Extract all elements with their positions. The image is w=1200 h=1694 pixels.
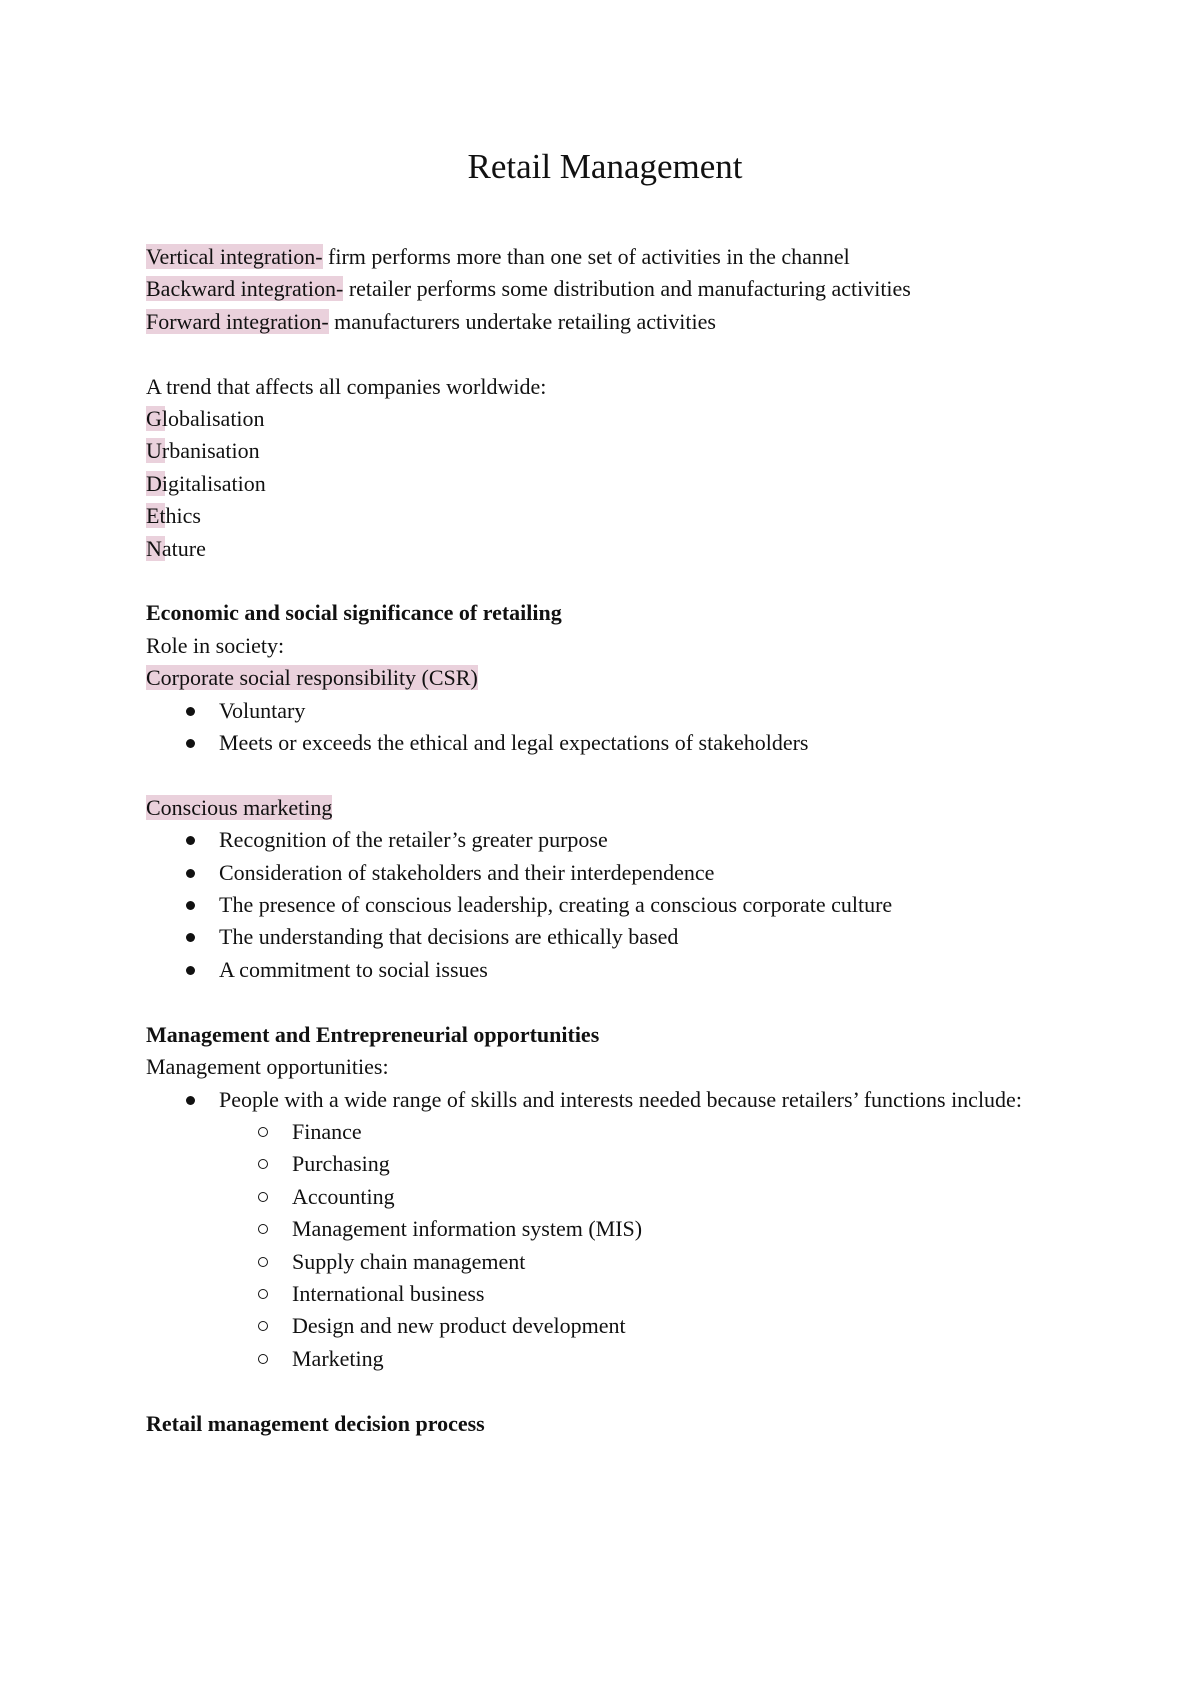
term-highlight: Conscious marketing <box>146 794 333 820</box>
trend-label: Globalisation <box>146 406 265 432</box>
spacer <box>146 759 1086 791</box>
definition-text: retailer performs some distribution and manufacturing activities <box>343 276 911 302</box>
list-item: Recognition of the retailer’s greater purpose <box>146 824 1086 856</box>
management-opportunities-label: Management opportunities: <box>146 1054 389 1080</box>
spacer <box>146 338 1086 370</box>
list-item: Voluntary <box>146 695 1086 727</box>
definition-forward-integration <box>146 306 1086 338</box>
trend-label: Nature <box>146 535 206 561</box>
spacer <box>146 986 1086 1018</box>
definition-backward-integration <box>146 273 1086 305</box>
section-heading-management: Management and Entrepreneurial opportunities <box>146 1021 600 1047</box>
list-item: A commitment to social issues <box>146 954 1086 986</box>
trend-label: Urbanisation <box>146 438 260 464</box>
term-highlight: Vertical integration- <box>146 244 323 269</box>
sublist-item: Purchasing <box>146 1148 1099 1180</box>
csr-term-line <box>146 662 1086 694</box>
sublist-item: Finance <box>146 1116 1099 1148</box>
trend-item <box>146 500 1086 532</box>
definition-text: manufacturers undertake retailing activities <box>328 308 716 334</box>
list-item: The presence of conscious leadership, creating a conscious corporate culture <box>146 889 1086 921</box>
trend-item <box>146 468 1086 500</box>
conscious-marketing-term-line <box>146 792 1086 824</box>
term-highlight: Corporate social responsibility (CSR) <box>146 665 478 691</box>
spacer <box>146 1375 1086 1407</box>
term-highlight: Backward integration- <box>146 276 344 302</box>
sublist-item: Supply chain management <box>146 1246 1099 1278</box>
document-body <box>146 241 1086 1440</box>
sublist-item: International business <box>146 1278 1099 1310</box>
trend-item <box>146 533 1086 565</box>
section-heading-economic: Economic and social significance of retailing <box>146 600 562 626</box>
sublist-item: Accounting <box>146 1181 1099 1213</box>
trends-intro: A trend that affects all companies worldwide: <box>146 373 547 399</box>
sublist-item: Design and new product development <box>146 1310 1099 1342</box>
section-heading-decision-process: Retail management decision process <box>146 1410 485 1436</box>
list-item: Consideration of stakeholders and their interdependence <box>146 857 1086 889</box>
list-item-text: People with a wide range of skills and interests needed because retailers’ functions include: <box>219 1086 1022 1112</box>
csr-bullet-list <box>146 695 1086 760</box>
conscious-marketing-bullet-list <box>146 824 1086 986</box>
sublist-item: Marketing <box>146 1343 1099 1375</box>
trend-item <box>146 403 1086 435</box>
role-in-society-label: Role in society: <box>146 632 285 658</box>
trend-item <box>146 435 1086 467</box>
management-bullet-list <box>146 1084 1086 1376</box>
list-item: The understanding that decisions are ethically based <box>146 921 1086 953</box>
functions-sublist <box>146 1116 1099 1375</box>
trend-label: Digitalisation <box>146 470 266 496</box>
trend-label: Ethics <box>146 503 201 529</box>
document-title: Retail Management <box>467 147 743 186</box>
list-item: Meets or exceeds the ethical and legal expectations of stakeholders <box>146 727 1086 759</box>
definition-vertical-integration <box>146 241 1086 273</box>
definition-text: firm performs more than one set of activities in the channel <box>322 244 850 269</box>
list-item <box>146 1084 1099 1376</box>
sublist-item: Management information system (MIS) <box>146 1213 1099 1245</box>
spacer <box>146 565 1086 597</box>
term-highlight: Forward integration- <box>146 308 329 334</box>
